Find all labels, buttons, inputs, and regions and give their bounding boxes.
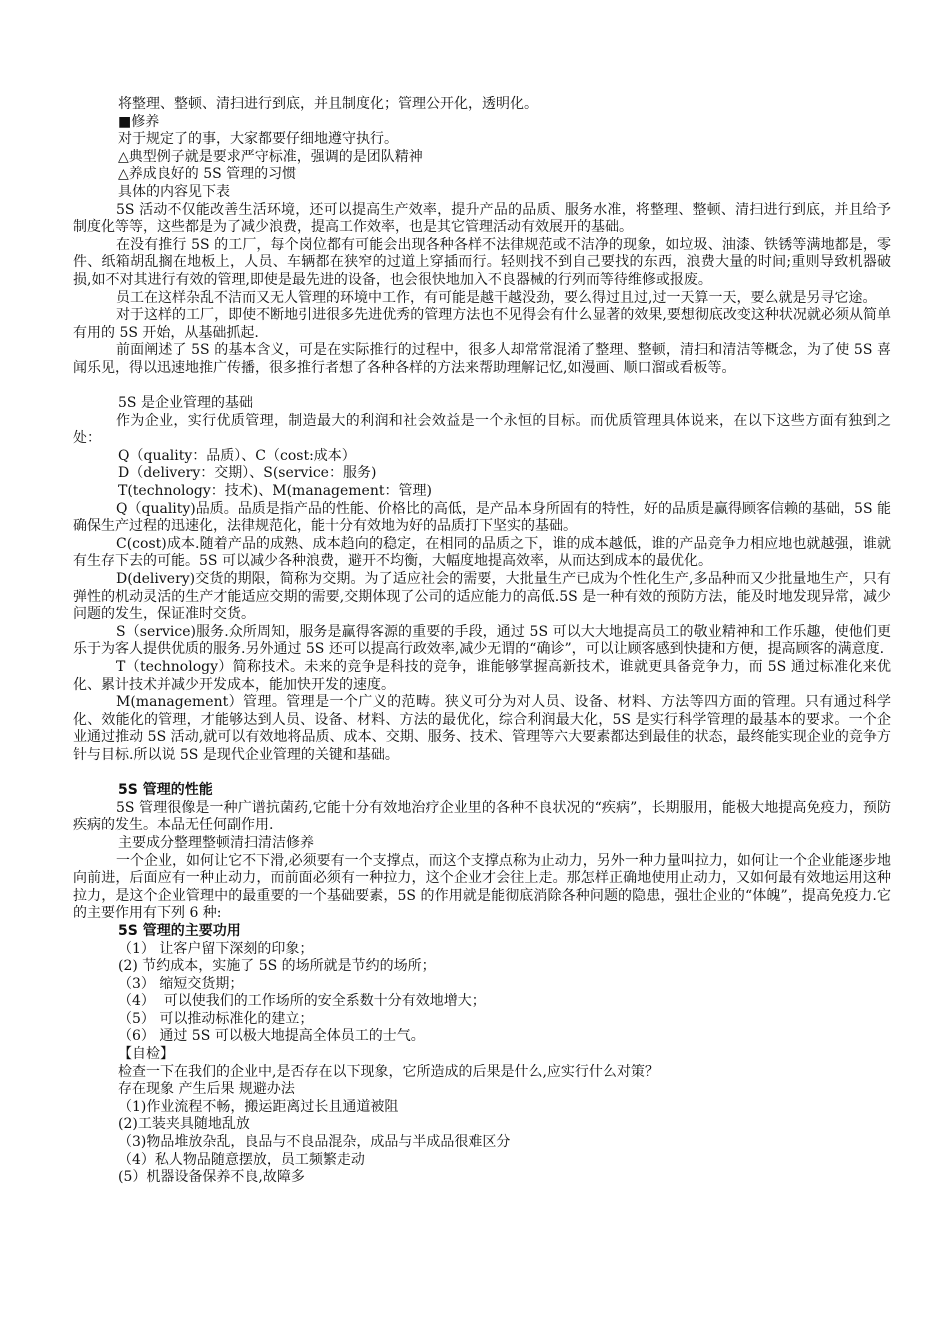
list-item: (2)工装夹具随地乱放 [118,1116,250,1133]
paragraph: T（technology）简称技术。未来的竞争是科技的竞争，谁能够掌握高新技术，谁就更具备竞争力，而 5S 通过标准化来优化、累计技术并减少开发成本，能加快开发的速度。 [73,659,891,693]
paragraph: 员工在这样杂乱不洁而又无人管理的环境中工作，有可能是越干越没劲，要么得过且过,过一天算一天，要么就是另寻它途。 [116,289,877,306]
list-item: (2) 节约成本，实施了 5S 的场所就是节约的场所； [118,958,436,975]
list-item: Q（quality：品质）、C（cost:成本） [118,447,356,464]
paragraph: 作为企业，实行优质管理，制造最大的利润和社会效益是一个永恒的目标。而优质管理具体说来，在以下这些方面有独到之处： [73,412,891,447]
text-line: 具体的内容见下表 [118,183,230,200]
paragraph: D(delivery)交货的期限，简称为交期。为了适应社会的需要，大批量生产已成为个性化生产,多品种而又少批量地生产，只有弹性的机动灵活的生产才能适应交期的需要,交期体现了公司的适应能力的高低.5S 是一种有效的预防方法，能及时地发现异常，减少问题的发生，保证准时交货。 [73,571,891,623]
spacer [73,378,891,396]
section-heading: 5S 管理的主要功用 [118,922,241,939]
paragraph: 在没有推行 5S 的工厂，每个岗位都有可能会出现各种各样不法律规范或不洁净的现象，如垃圾、油漆、铁锈等满地都是，零件、纸箱胡乱搁在地板上，人员、车辆都在狭窄的过道上穿插而行。轻则找不到自己要找的东西，浪费大量的时间;重则导致机器破损,如不对其进行有效的管理,即使是最先进的设备，也会很快地加入不良器械的行列而等待维修或报废。 [73,236,891,288]
paragraph: 对于这样的工厂，即使不断地引进很多先进优秀的管理方法也不见得会有什么显著的效果,要想彻底改变这种状况就必须从简单有用的 5S 开始，从基础抓起. [73,307,891,341]
text-line: △养成良好的 5S 管理的习惯 [118,166,297,183]
paragraph: 5S 管理很像是一种广谱抗菌药,它能十分有效地治疗企业里的各种不良状况的“疾病”，长期服用，能极大地提高免疫力，预防疾病的发生。本品无任何副作用. [73,799,891,834]
text-line: △典型例子就是要求严守标准，强调的是团队精神 [118,148,423,165]
paragraph: S（service)服务.众所周知，服务是赢得客源的重要的手段，通过 5S 可以大大地提高员工的敬业精神和工作乐趣，使他们更乐于为客人提供优质的服务.另外通过 5S 还可以提高行政效率,减少无谓的“确诊”，可以让顾客感到快捷和方便，提高顾客的满意度. [73,623,891,658]
list-item: （3） 缩短交货期； [118,975,244,992]
text-line: 对于规定了的事，大家都要仔细地遵守执行。 [118,131,398,148]
text-line: 主要成分整理整顿清扫清洁修养 [118,834,314,851]
text-line: 将整理、整顿、清扫进行到底，并且制度化；管理公开化，透明化。 [118,96,538,112]
section-label: ■修养 [118,113,160,130]
paragraph: M(management）管理。管理是一个广义的范畴。狭义可分为对人员、设备、材料、方法等四方面的管理。只有通过科学化、效能化的管理，才能够达到人员、设备、材料、方法的最优化，综合利润最大化，5S 是实行科学管理的最基本的要求。一个企业通过推动 5S 活动,就可以有效地将品质、成本、交期、服务、技术、管理等六大要素都达到最佳的状态，最终能实现企业的竞争方针与目标.所以说 5S 是现代企业管理的关键和基础。 [73,694,891,763]
document-page [73,96,891,1187]
text-line: 检查一下在我们的企业中,是否存在以下现象，它所造成的后果是什么,应实行什么对策？ [118,1063,659,1080]
paragraph: 前面阐述了 5S 的基本含义，可是在实际推行的过程中，很多人却常常混淆了整理、整顿，清扫和清洁等概念，为了使 5S 喜闻乐见，得以迅速地推广传播，很多推行者想了各种各样的方法来帮助理解记忆,如漫画、顺口溜或看板等。 [73,342,891,376]
list-item: （3)物品堆放杂乱，良品与不良品混杂，成品与半成品很难区分 [118,1134,511,1151]
section-heading: 5S 管理的性能 [118,782,213,799]
spacer [73,765,891,783]
list-item: （6） 通过 5S 可以极大地提高全体员工的士气。 [118,1028,425,1045]
list-item: （1） 让客户留下深刻的印象； [118,940,314,957]
paragraph: C(cost)成本.随着产品的成熟、成本趋向的稳定，在相同的品质之下，谁的成本越低，谁的产品竞争力相应地也就越强，谁就有生存下去的可能。5S 可以减少各种浪费，避开不均衡，大幅度地提高效率，从而达到成本的最优化。 [73,535,891,570]
table-header: 存在现象 产生后果 规避办法 [118,1081,295,1098]
paragraph: Q（quality)品质。品质是指产品的性能、价格比的高低，是产品本身所固有的特性，好的品质是赢得顾客信赖的基础，5S 能确保生产过程的迅速化，法律规范化，能十分有效地为好的品质打下坚实的基础。 [73,500,891,535]
section-title: 5S 是企业管理的基础 [118,395,253,412]
list-item: （4）私人物品随意摆放，员工频繁走动 [118,1151,365,1168]
list-item: （4） 可以使我们的工作场所的安全系数十分有效地增大； [118,993,486,1010]
paragraph: 5S 活动不仅能改善生活环境，还可以提高生产效率，提升产品的品质、服务水准，将整理、整顿、清扫进行到底，并且给予制度化等等，这些都是为了减少浪费，提高工作效率，也是其它管理活动有效展开的基础。 [73,201,891,236]
section-label: 【自检】 [118,1046,174,1063]
paragraph: 一个企业，如何让它不下滑,必须要有一个支撑点，而这个支撑点称为止动力，另外一种力量叫拉力，如何让一个企业能逐步地向前进，后面应有一种止动力，而前面必须有一种拉力，这个企业才会往上走。那怎样正确地使用止动力，又如何最有效地运用这种拉力，是这个企业管理中的最重要的一个基础要素，5S 的作用就是能彻底消除各种问题的隐患，强壮企业的“体魄”，提高免疫力.它的主要作用有下列 6 种: [73,852,891,922]
list-item: D（delivery：交期）、S(service：服务) [118,465,377,482]
list-item: (5）机器设备保养不良,故障多 [118,1169,305,1186]
list-item: （1)作业流程不畅，搬运距离过长且通道被阻 [118,1098,399,1115]
list-item: （5） 可以推动标准化的建立； [118,1010,314,1027]
list-item: T(technology：技术)、M(management：管理) [118,483,432,500]
